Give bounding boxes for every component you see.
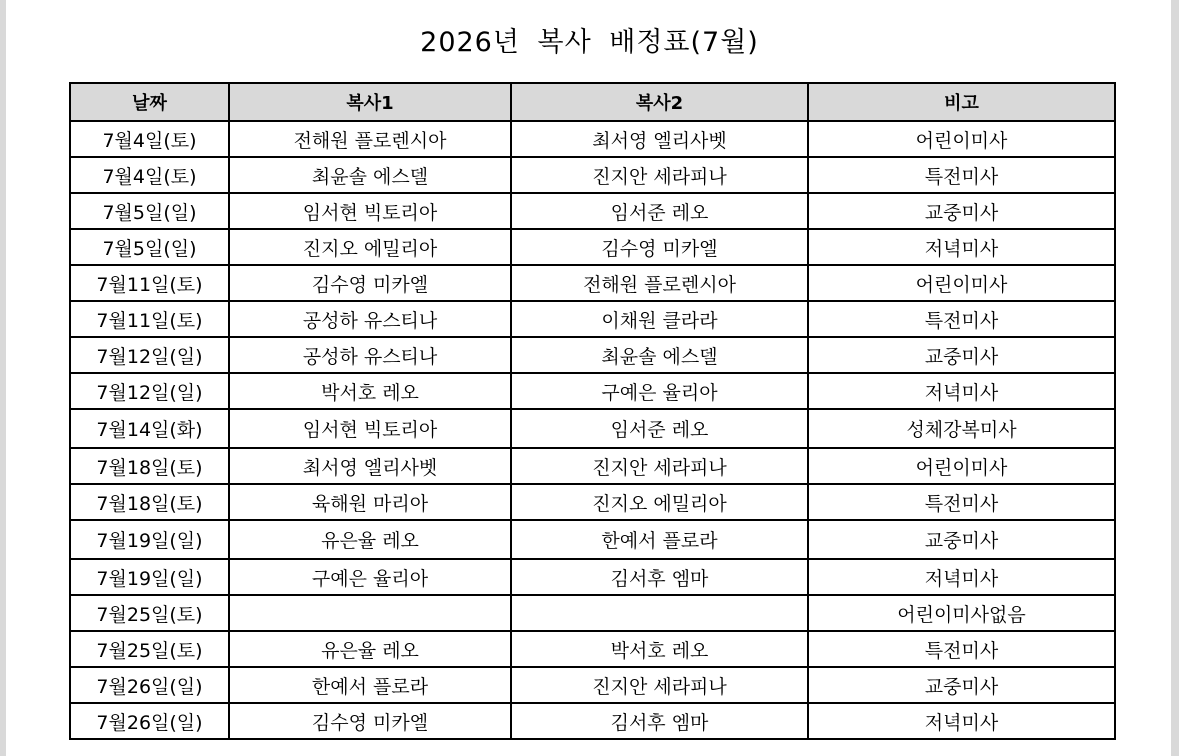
cell-server1: 임서현 빅토리아 <box>229 193 511 229</box>
cell-date: 7월25일(토) <box>70 595 229 631</box>
cell-server2: 박서호 레오 <box>511 631 808 667</box>
cell-date: 7월5일(일) <box>70 229 229 265</box>
cell-date: 7월18일(토) <box>70 448 229 484</box>
cell-server1: 한예서 플로라 <box>229 667 511 703</box>
cell-server2: 전해원 플로렌시아 <box>511 265 808 301</box>
cell-date: 7월26일(일) <box>70 667 229 703</box>
table-row <box>70 193 1115 229</box>
cell-server2: 최윤솔 에스델 <box>511 337 808 373</box>
cell-server1: 전해원 플로렌시아 <box>229 121 511 157</box>
table-row <box>70 409 1115 448</box>
cell-server2: 김서후 엠마 <box>511 703 808 739</box>
table-row <box>70 703 1115 739</box>
cell-note: 어린이미사없음 <box>808 595 1115 631</box>
cell-note: 특전미사 <box>808 157 1115 193</box>
table-row <box>70 337 1115 373</box>
cell-server2: 진지안 세라피나 <box>511 448 808 484</box>
cell-date: 7월12일(일) <box>70 373 229 409</box>
cell-note: 저녁미사 <box>808 229 1115 265</box>
cell-note: 교중미사 <box>808 337 1115 373</box>
cell-server1 <box>229 595 511 631</box>
header-note: 비고 <box>808 83 1115 121</box>
header-date: 날짜 <box>70 83 229 121</box>
cell-server2: 이채원 클라라 <box>511 301 808 337</box>
cell-server1: 김수영 미카엘 <box>229 703 511 739</box>
document-page <box>6 0 1171 756</box>
table-row <box>70 301 1115 337</box>
cell-note: 특전미사 <box>808 631 1115 667</box>
table-row <box>70 595 1115 631</box>
cell-note: 어린이미사 <box>808 265 1115 301</box>
cell-server2: 구예은 율리아 <box>511 373 808 409</box>
cell-note: 특전미사 <box>808 301 1115 337</box>
cell-server2: 진지안 세라피나 <box>511 157 808 193</box>
cell-date: 7월14일(화) <box>70 409 229 448</box>
table-row <box>70 373 1115 409</box>
table-row <box>70 265 1115 301</box>
cell-server2 <box>511 595 808 631</box>
cell-server1: 공성하 유스티나 <box>229 301 511 337</box>
cell-date: 7월11일(토) <box>70 301 229 337</box>
cell-server2: 김수영 미카엘 <box>511 229 808 265</box>
cell-note: 저녁미사 <box>808 703 1115 739</box>
cell-date: 7월4일(토) <box>70 157 229 193</box>
cell-server2: 임서준 레오 <box>511 409 808 448</box>
cell-server1: 유은율 레오 <box>229 631 511 667</box>
cell-note: 성체강복미사 <box>808 409 1115 448</box>
cell-note: 교중미사 <box>808 520 1115 559</box>
cell-note: 교중미사 <box>808 193 1115 229</box>
cell-date: 7월4일(토) <box>70 121 229 157</box>
cell-server2: 진지안 세라피나 <box>511 667 808 703</box>
table-row <box>70 157 1115 193</box>
cell-note: 특전미사 <box>808 484 1115 520</box>
server-schedule-table <box>69 82 1116 740</box>
cell-date: 7월25일(토) <box>70 631 229 667</box>
table-row <box>70 121 1115 157</box>
cell-server1: 유은율 레오 <box>229 520 511 559</box>
cell-note: 저녁미사 <box>808 373 1115 409</box>
cell-date: 7월26일(일) <box>70 703 229 739</box>
cell-date: 7월19일(일) <box>70 559 229 595</box>
cell-note: 어린이미사 <box>808 448 1115 484</box>
cell-server1: 구예은 율리아 <box>229 559 511 595</box>
cell-date: 7월12일(일) <box>70 337 229 373</box>
cell-server1: 박서호 레오 <box>229 373 511 409</box>
cell-note: 어린이미사 <box>808 121 1115 157</box>
cell-server1: 최서영 엘리사벳 <box>229 448 511 484</box>
table-row <box>70 559 1115 595</box>
table-row <box>70 631 1115 667</box>
cell-server1: 진지오 에밀리아 <box>229 229 511 265</box>
table-row <box>70 520 1115 559</box>
cell-date: 7월19일(일) <box>70 520 229 559</box>
table-header-row <box>70 83 1115 121</box>
cell-date: 7월18일(토) <box>70 484 229 520</box>
header-server2: 복사2 <box>511 83 808 121</box>
cell-date: 7월11일(토) <box>70 265 229 301</box>
page-title: 2026년 복사 배정표(7월) <box>420 27 759 58</box>
cell-date: 7월5일(일) <box>70 193 229 229</box>
table-row <box>70 448 1115 484</box>
cell-note: 교중미사 <box>808 667 1115 703</box>
header-server1: 복사1 <box>229 83 511 121</box>
cell-server2: 김서후 엠마 <box>511 559 808 595</box>
cell-server2: 진지오 에밀리아 <box>511 484 808 520</box>
cell-server1: 김수영 미카엘 <box>229 265 511 301</box>
cell-server1: 최윤솔 에스델 <box>229 157 511 193</box>
cell-server1: 육해원 마리아 <box>229 484 511 520</box>
cell-note: 저녁미사 <box>808 559 1115 595</box>
cell-server2: 한예서 플로라 <box>511 520 808 559</box>
cell-server1: 임서현 빅토리아 <box>229 409 511 448</box>
cell-server2: 임서준 레오 <box>511 193 808 229</box>
cell-server1: 공성하 유스티나 <box>229 337 511 373</box>
table-row <box>70 484 1115 520</box>
table-row <box>70 229 1115 265</box>
cell-server2: 최서영 엘리사벳 <box>511 121 808 157</box>
table-row <box>70 667 1115 703</box>
